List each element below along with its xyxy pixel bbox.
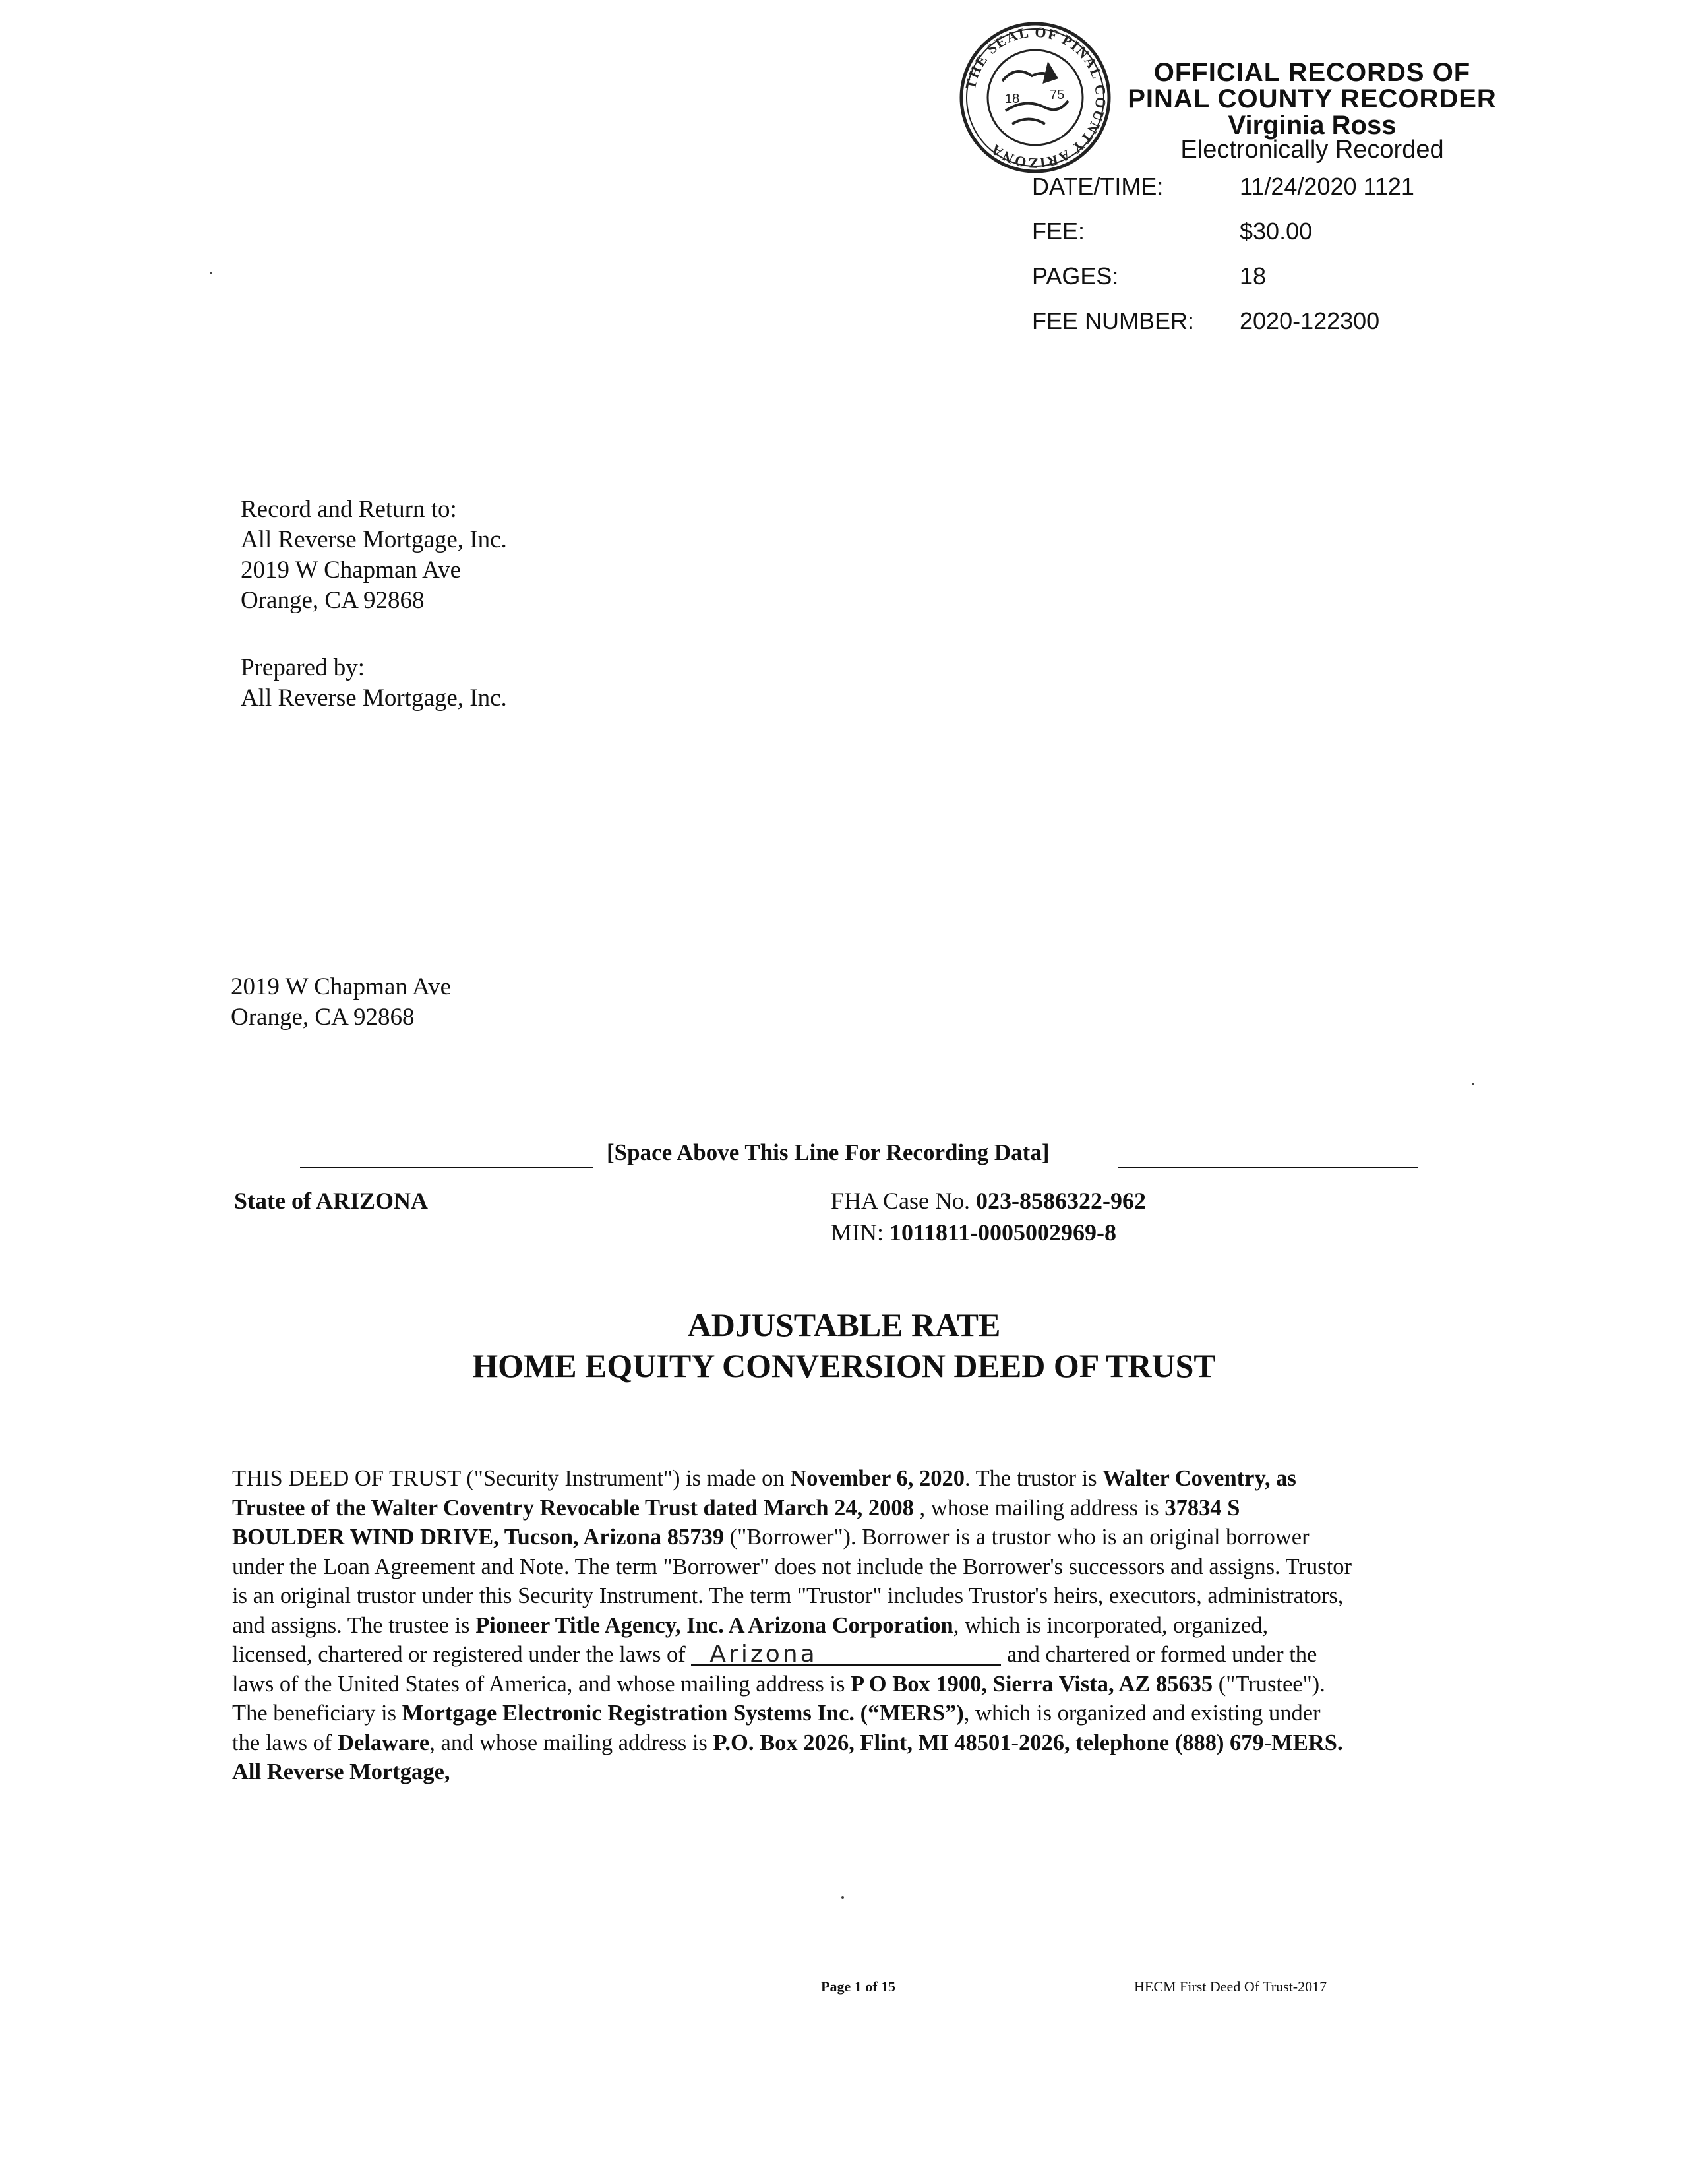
body-text: ("Borrower"). Borrower is a trustor who is an original borrower under the Loan Agreement and Note. The term "Borrower" does not include the Borrower's successors and assigns. Trustor is an original trustor under this Security Instrument. The term "Trustor" includes Trustor's heirs, executors, administrators, and assigns. The trustee is — [232, 1525, 1352, 1638]
body-text: , and whose mailing address is — [429, 1730, 713, 1755]
prepared-by-line: All Reverse Mortgage, Inc. — [241, 684, 507, 712]
min-value: 1011811-0005002969-8 — [889, 1219, 1117, 1246]
rule-left — [300, 1167, 593, 1168]
state-label: State of — [234, 1188, 311, 1214]
field-value: 2020-122300 — [1240, 307, 1380, 334]
seal-ring-text: THE SEAL OF PINAL COUNTY ARIZONA — [961, 23, 1110, 172]
scan-speck — [841, 1896, 844, 1899]
field-value: 18 — [1240, 262, 1267, 289]
handwritten-state-field: Arizona — [691, 1645, 1001, 1666]
body-text: THIS DEED OF TRUST ("Security Instrument") is made on — [232, 1466, 791, 1491]
min-label: MIN: — [831, 1219, 884, 1246]
beneficiary-state: Delaware — [338, 1730, 430, 1755]
mailing-address-block — [231, 972, 451, 1033]
trustor-name: Walter Coventry, as Trustee of the Walter Coventry Revocable Trust dated March 24, 2008 — [232, 1466, 1296, 1521]
scan-speck — [210, 272, 212, 274]
body-text: ("Trustee"). The beneficiary is — [232, 1671, 1325, 1726]
fha-case-line — [831, 1187, 1146, 1215]
recording-data-line — [300, 1139, 1418, 1172]
return-to-block — [241, 495, 507, 616]
recorder-title-line-1: OFFICIAL RECORDS OF — [1153, 58, 1471, 87]
return-to-line: All Reverse Mortgage, Inc. — [241, 526, 507, 553]
trustee-address: P O Box 1900, Sierra Vista, AZ 85635 — [851, 1671, 1213, 1697]
field-label: FEE: — [1032, 218, 1085, 245]
body-text: , whose mailing address is — [913, 1495, 1165, 1521]
title-line-1: ADJUSTABLE RATE — [687, 1306, 1001, 1343]
seal-year-left: 18 — [1005, 92, 1020, 106]
prepared-by-heading: Prepared by: — [241, 654, 365, 681]
field-label: DATE/TIME: — [1032, 173, 1164, 200]
form-identifier: HECM First Deed Of Trust-2017 — [1134, 1978, 1327, 1995]
return-to-line: 2019 W Chapman Ave — [241, 557, 461, 584]
state-line — [234, 1187, 428, 1215]
fha-value: 023-8586322-962 — [976, 1188, 1146, 1214]
title-line-2: HOME EQUITY CONVERSION DEED OF TRUST — [472, 1347, 1216, 1384]
body-text: , which is incorporated, organized, licensed, chartered or registered under the laws of — [232, 1612, 1269, 1667]
document-title — [0, 1304, 1688, 1386]
prepared-by-block — [241, 653, 507, 713]
scan-speck — [1472, 1083, 1474, 1085]
body-text: , which is organized and existing under the laws of — [232, 1701, 1321, 1755]
state-value: ARIZONA — [315, 1188, 428, 1214]
recording-status: Electronically Recorded — [1180, 136, 1444, 164]
body-text: and chartered or formed under the laws of the United States of America, and whose mailing address is — [232, 1642, 1317, 1697]
body-paragraph — [232, 1464, 1353, 1787]
borrower-address: 37834 S BOULDER WIND DRIVE, Tucson, Arizona 85739 — [232, 1495, 1240, 1550]
mailing-line: Orange, CA 92868 — [231, 1004, 415, 1031]
field-value: 11/24/2020 1121 — [1240, 173, 1414, 200]
recorder-name: Virginia Ross — [1228, 111, 1397, 140]
field-label: PAGES: — [1032, 262, 1119, 289]
field-label: FEE NUMBER: — [1032, 307, 1195, 334]
field-value: $30.00 — [1240, 218, 1313, 245]
beneficiary-name: Mortgage Electronic Registration Systems Inc. (“MERS”) — [402, 1701, 964, 1726]
deed-date: November 6, 2020 — [790, 1466, 965, 1491]
beneficiary-address: P.O. Box 2026, Flint, MI 48501-2026, telephone (888) 679-MERS. All Reverse Mortgage, — [232, 1730, 1343, 1784]
fha-label: FHA Case No. — [831, 1188, 971, 1214]
min-line — [831, 1219, 1116, 1246]
recorder-title-line-2: PINAL COUNTY RECORDER — [1128, 84, 1497, 113]
return-to-line: Orange, CA 92868 — [241, 587, 425, 614]
seal-year-right: 75 — [1050, 88, 1065, 102]
page-number: Page 1 of 15 — [821, 1978, 896, 1995]
recording-data-label: [Space Above This Line For Recording Data] — [607, 1139, 1050, 1165]
body-text: . The trustor is — [964, 1466, 1103, 1491]
mailing-line: 2019 W Chapman Ave — [231, 973, 451, 1000]
return-to-heading: Record and Return to: — [241, 496, 457, 523]
rule-right — [1118, 1167, 1418, 1168]
trustee-name: Pioneer Title Agency, Inc. A Arizona Corporation — [475, 1612, 953, 1638]
